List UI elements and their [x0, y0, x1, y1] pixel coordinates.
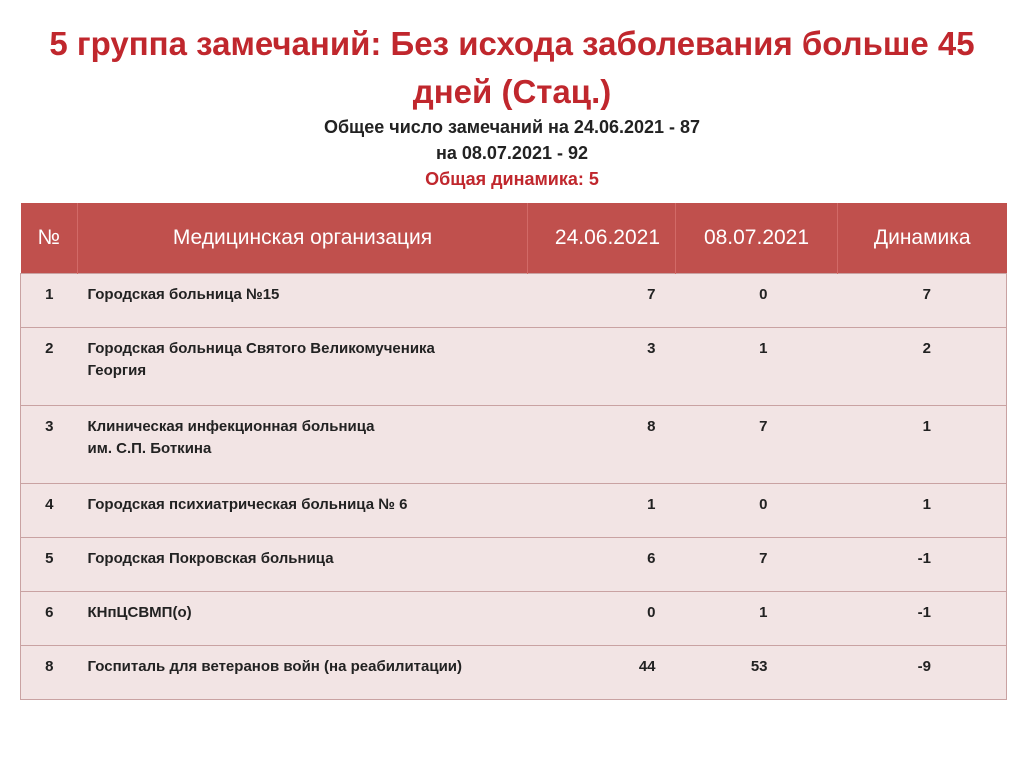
- table-row: [21, 646, 1007, 700]
- row-dynamics: -1: [838, 592, 1007, 646]
- org-line: Госпиталь для ветеранов войн (на реабилитации): [87, 658, 463, 675]
- row-dynamics: 2: [838, 328, 1007, 406]
- row-value-date-2: 0: [676, 484, 838, 538]
- header-date-1: 24.06.2021: [528, 203, 676, 274]
- row-value-date-2: 0: [676, 274, 838, 328]
- slide-title-line-2: дней (Стац.): [412, 73, 612, 110]
- table-row: [21, 328, 1007, 406]
- row-number: 8: [21, 646, 78, 700]
- row-number: 2: [21, 328, 78, 406]
- row-organization: [78, 538, 528, 592]
- table-header-row: [21, 203, 1007, 274]
- total-remarks-first-date: Общее число замечаний на 24.06.2021 - 87: [323, 117, 701, 137]
- org-line: КНпЦСВМП(о): [87, 604, 192, 621]
- row-value-date-1: 0: [528, 592, 676, 646]
- org-line: Городская больница №15: [87, 286, 280, 303]
- row-organization: [78, 328, 528, 406]
- row-organization: [78, 592, 528, 646]
- table-row: [21, 592, 1007, 646]
- table-row: [21, 484, 1007, 538]
- table-row: [21, 406, 1007, 484]
- org-line: Георгия: [87, 362, 147, 379]
- org-line: Клиническая инфекционная больница: [87, 418, 375, 435]
- remarks-table: [20, 203, 1007, 700]
- row-value-date-2: 7: [676, 538, 838, 592]
- total-remarks-second-date: на 08.07.2021 - 92: [436, 143, 588, 163]
- row-value-date-1: 6: [528, 538, 676, 592]
- row-dynamics: 7: [838, 274, 1007, 328]
- row-value-date-1: 3: [528, 328, 676, 406]
- org-line: Городская Покровская больница: [87, 550, 334, 567]
- org-line: Городская психиатрическая больница № 6: [87, 496, 408, 513]
- org-line: Городская больница Святого Великомученика: [87, 340, 435, 357]
- row-value-date-2: 1: [676, 328, 838, 406]
- row-organization: [78, 484, 528, 538]
- row-value-date-2: 7: [676, 406, 838, 484]
- header-date-2: 08.07.2021: [676, 203, 838, 274]
- org-line: им. С.П. Боткина: [87, 440, 212, 457]
- header-organization: Медицинская организация: [78, 203, 528, 274]
- table-row: [21, 538, 1007, 592]
- row-value-date-1: 44: [528, 646, 676, 700]
- row-number: 1: [21, 274, 78, 328]
- header-number: №: [21, 203, 78, 274]
- row-value-date-1: 1: [528, 484, 676, 538]
- row-organization: [78, 646, 528, 700]
- row-value-date-1: 8: [528, 406, 676, 484]
- header-dynamics: Динамика: [838, 203, 1007, 274]
- row-dynamics: -1: [838, 538, 1007, 592]
- row-dynamics: 1: [838, 406, 1007, 484]
- row-number: 6: [21, 592, 78, 646]
- overall-dynamics: Общая динамика: 5: [425, 169, 599, 189]
- table-row: [21, 274, 1007, 328]
- row-dynamics: 1: [838, 484, 1007, 538]
- row-number: 3: [21, 406, 78, 484]
- row-number: 5: [21, 538, 78, 592]
- row-organization: [78, 274, 528, 328]
- row-value-date-2: 53: [676, 646, 838, 700]
- row-dynamics: -9: [838, 646, 1007, 700]
- slide-title-line-1: 5 группа замечаний: Без исхода заболевания больше 45: [49, 25, 975, 62]
- row-value-date-2: 1: [676, 592, 838, 646]
- row-value-date-1: 7: [528, 274, 676, 328]
- row-number: 4: [21, 484, 78, 538]
- row-organization: [78, 406, 528, 484]
